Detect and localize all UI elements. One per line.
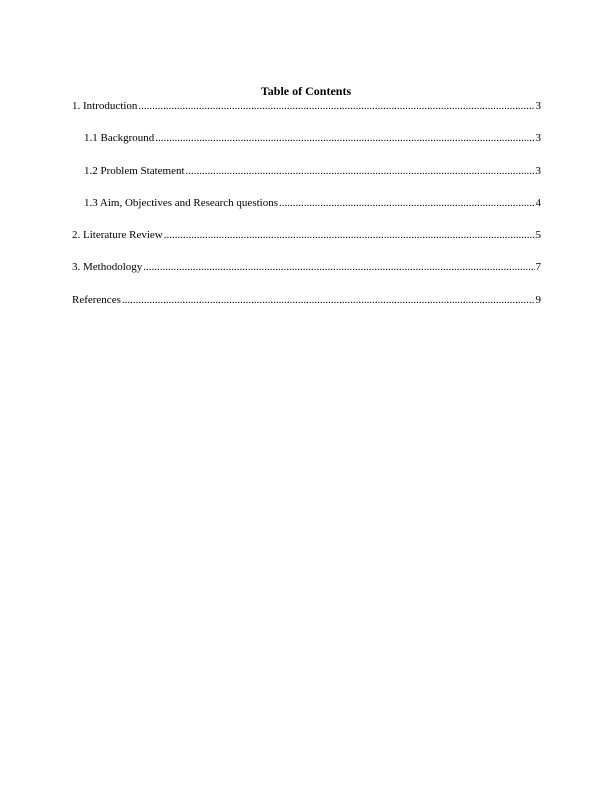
toc-entry-problem-statement[interactable] xyxy=(72,164,541,178)
toc-entry-background[interactable] xyxy=(72,131,541,145)
toc-entry-label: 1.1 Background xyxy=(84,132,155,145)
toc-entry-label: 2. Literature Review xyxy=(72,229,163,242)
toc-title: Table of Contents xyxy=(260,84,352,98)
toc-entry-label: 3. Methodology xyxy=(72,261,143,274)
toc-page-number: 3 xyxy=(535,132,541,145)
toc-entry-label: 1.3 Aim, Objectives and Research questions xyxy=(84,196,278,209)
toc-entry-label: 1.2 Problem Statement xyxy=(84,164,185,177)
toc-dot-leader xyxy=(122,293,535,307)
toc-dot-leader xyxy=(155,131,534,145)
toc-entry-literature-review[interactable] xyxy=(72,228,541,242)
toc-dot-leader xyxy=(186,164,535,178)
toc-entry-aim-objectives[interactable] xyxy=(72,196,541,210)
toc-dot-leader xyxy=(138,99,534,113)
toc-dot-leader xyxy=(279,196,535,210)
toc-page-number: 4 xyxy=(535,196,541,209)
toc-entry-introduction[interactable] xyxy=(72,99,541,113)
toc-entry-references[interactable] xyxy=(72,293,541,307)
toc-page-number: 3 xyxy=(535,164,541,177)
toc-page-number: 3 xyxy=(535,100,541,112)
toc-dot-leader xyxy=(164,228,535,242)
toc-entry-label: References xyxy=(72,293,121,306)
toc-page-number: 5 xyxy=(535,229,541,242)
toc-entry-methodology[interactable] xyxy=(72,260,541,274)
toc-entry-label: 1. Introduction xyxy=(72,100,138,112)
toc-page-number: 7 xyxy=(535,261,541,274)
toc-dot-leader xyxy=(143,260,534,274)
table-of-contents xyxy=(72,99,541,325)
toc-page-number: 9 xyxy=(535,293,541,306)
